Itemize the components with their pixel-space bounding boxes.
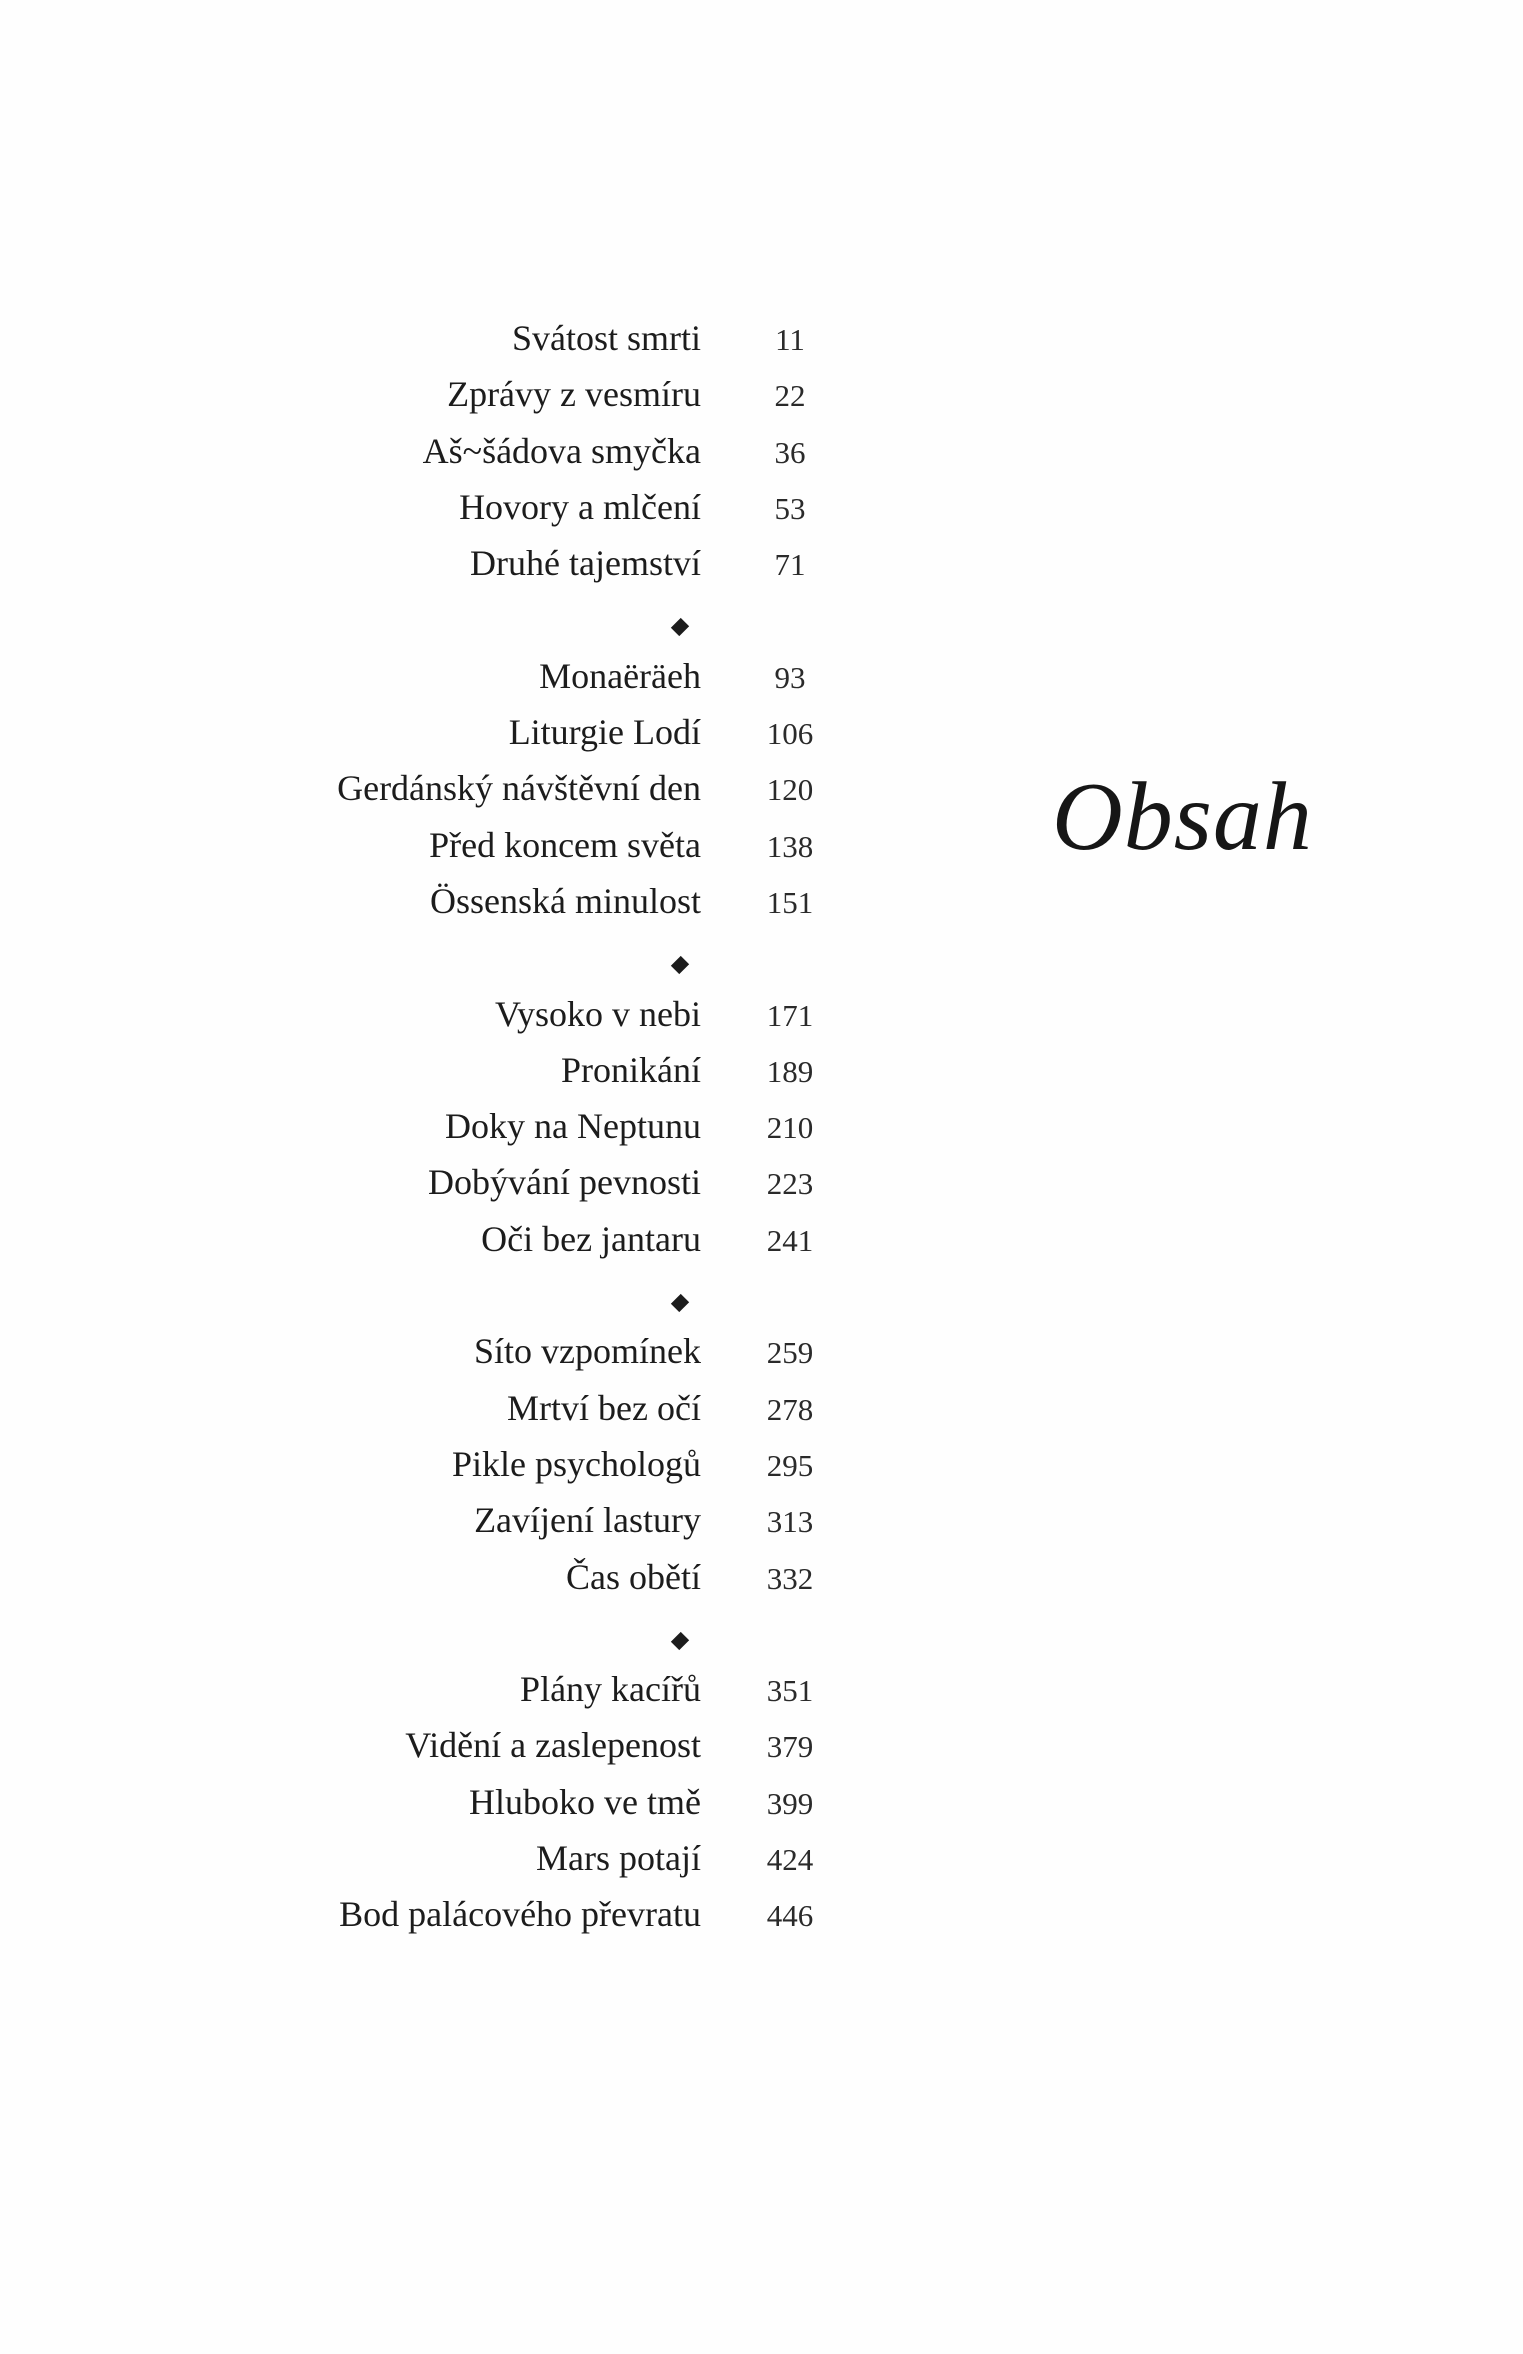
- toc-entry: [0, 1384, 1523, 1440]
- chapter-title: Čas obětí: [566, 1556, 701, 1597]
- toc-entry: [0, 1496, 1523, 1552]
- toc-entry: [0, 652, 1523, 708]
- page-number: 120: [766, 772, 814, 808]
- page-title: Obsah: [1052, 763, 1313, 871]
- toc-entry: [0, 1102, 1523, 1158]
- toc-entry: [0, 1890, 1523, 1946]
- page-number: 189: [766, 1053, 814, 1089]
- chapter-title: Pikle psychologů: [452, 1443, 701, 1484]
- chapter-title: Pronikání: [561, 1049, 701, 1090]
- chapter-title: Oči bez jantaru: [481, 1218, 701, 1259]
- chapter-title: Mrtví bez očí: [507, 1387, 701, 1428]
- page-number: 11: [775, 322, 805, 357]
- page-number: 138: [766, 828, 814, 864]
- toc-entry: [0, 539, 1523, 595]
- toc-entry: [0, 990, 1523, 1046]
- diamond-ornament-icon: [671, 1632, 689, 1650]
- page-number: 379: [766, 1729, 814, 1765]
- page-number: 71: [774, 547, 806, 583]
- chapter-title: Monaëräeh: [539, 655, 701, 696]
- toc-entry: [0, 1553, 1523, 1609]
- page-number: 22: [774, 378, 806, 414]
- page-number: 295: [766, 1447, 814, 1483]
- chapter-title: Před koncem světa: [429, 824, 701, 865]
- toc-entry: [0, 1215, 1523, 1271]
- table-of-contents: [0, 314, 1523, 1947]
- chapter-title: Hovory a mlčení: [459, 486, 701, 527]
- chapter-title: Vysoko v nebi: [495, 993, 701, 1034]
- toc-entry: [0, 708, 1523, 764]
- section-separator: [0, 595, 1523, 651]
- page-number: 313: [766, 1504, 814, 1540]
- page-number: 36: [774, 434, 806, 470]
- chapter-title: Svátost smrti: [511, 318, 701, 358]
- toc-entry: [0, 1665, 1523, 1721]
- page-number: 93: [774, 659, 806, 695]
- diamond-ornament-icon: [671, 618, 689, 636]
- chapter-title: Gerdánský návštěvní den: [337, 768, 701, 809]
- toc-entry: [0, 427, 1523, 483]
- page-number: 241: [766, 1222, 814, 1258]
- toc-entry: [0, 877, 1523, 933]
- chapter-title: Druhé tajemství: [470, 543, 701, 584]
- chapter-title: Doky na Neptunu: [445, 1106, 701, 1147]
- chapter-title: Zavíjení lastury: [474, 1500, 701, 1541]
- page-number: 332: [766, 1560, 814, 1596]
- chapter-title: Liturgie Lodí: [508, 712, 701, 753]
- toc-entry: [0, 483, 1523, 539]
- chapter-title: Dobývání pevnosti: [428, 1162, 701, 1203]
- toc-entry: [0, 1158, 1523, 1214]
- page-number: 399: [766, 1785, 814, 1821]
- toc-entry: [0, 1778, 1523, 1834]
- toc-entry: [0, 1327, 1523, 1383]
- page-number: 424: [766, 1842, 814, 1878]
- page-number: 351: [766, 1673, 814, 1709]
- chapter-title: Össenská minulost: [429, 880, 701, 921]
- page-number: 151: [766, 884, 814, 920]
- page-number: 106: [766, 716, 814, 752]
- page-number: 259: [766, 1335, 814, 1371]
- page-number: 210: [766, 1110, 814, 1146]
- section-separator: [0, 1271, 1523, 1327]
- diamond-ornament-icon: [671, 956, 689, 974]
- chapter-title: Zprávy z vesmíru: [447, 374, 701, 415]
- chapter-title: Hluboko ve tmě: [469, 1781, 701, 1822]
- chapter-title: Vidění a zaslepenost: [405, 1725, 701, 1766]
- toc-entry: [0, 1440, 1523, 1496]
- chapter-title: Mars potají: [536, 1838, 701, 1879]
- chapter-title: Bod palácového převratu: [339, 1894, 701, 1935]
- page-number: 171: [766, 997, 814, 1033]
- section-separator: [0, 1609, 1523, 1665]
- diamond-ornament-icon: [671, 1294, 689, 1312]
- toc-entry: [0, 370, 1523, 426]
- chapter-title: Plány kacířů: [520, 1669, 701, 1710]
- page-number: 446: [766, 1898, 814, 1934]
- toc-entry: [0, 1046, 1523, 1102]
- toc-entry: [0, 1834, 1523, 1890]
- section-separator: [0, 933, 1523, 989]
- page-number: 53: [774, 490, 806, 526]
- toc-entry: [0, 1721, 1523, 1777]
- page-number: 278: [766, 1391, 814, 1427]
- chapter-title: Síto vzpomínek: [474, 1331, 701, 1372]
- page-number: 223: [766, 1166, 814, 1202]
- chapter-title: Aš~šádova smyčka: [422, 430, 701, 471]
- toc-entry: [0, 314, 1523, 370]
